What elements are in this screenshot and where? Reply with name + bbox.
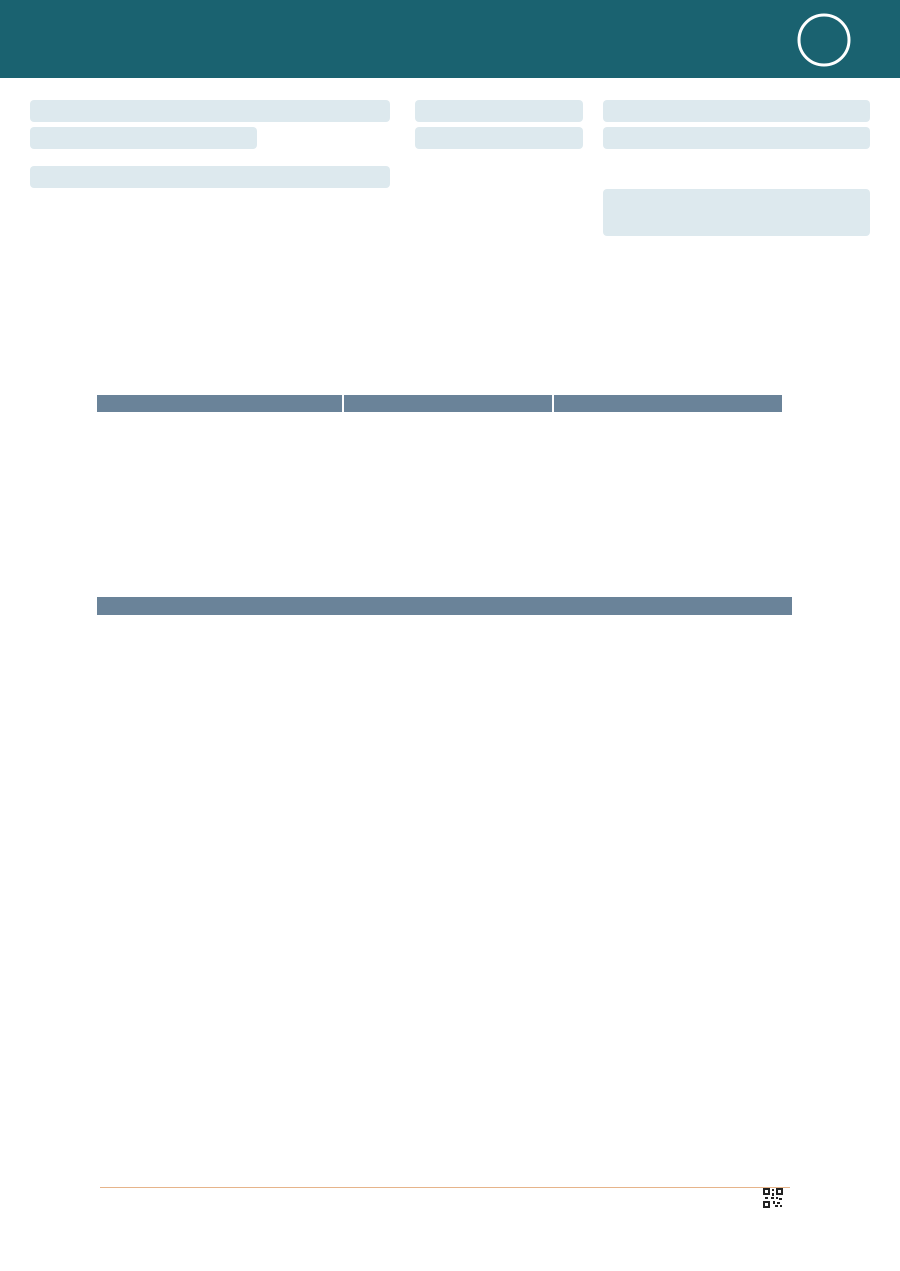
field-bg-department [415,127,583,149]
qr-code-icon [763,1188,783,1208]
section-specimen-info [344,395,552,412]
section-hospital-info [554,395,782,412]
field-bg-clinical [603,127,870,149]
field-bg-patient [30,166,390,188]
field-bg-hospital-code [30,127,257,149]
field-bg-doctor [603,100,870,122]
table-group-header [97,597,792,615]
footer-divider [100,1187,790,1188]
header-bar [0,0,900,78]
field-bg-institution [30,100,390,122]
section-patient-info [97,395,342,412]
field-bg-dates [603,189,870,236]
sml-logo [796,12,852,68]
field-bg-ward [415,100,583,122]
